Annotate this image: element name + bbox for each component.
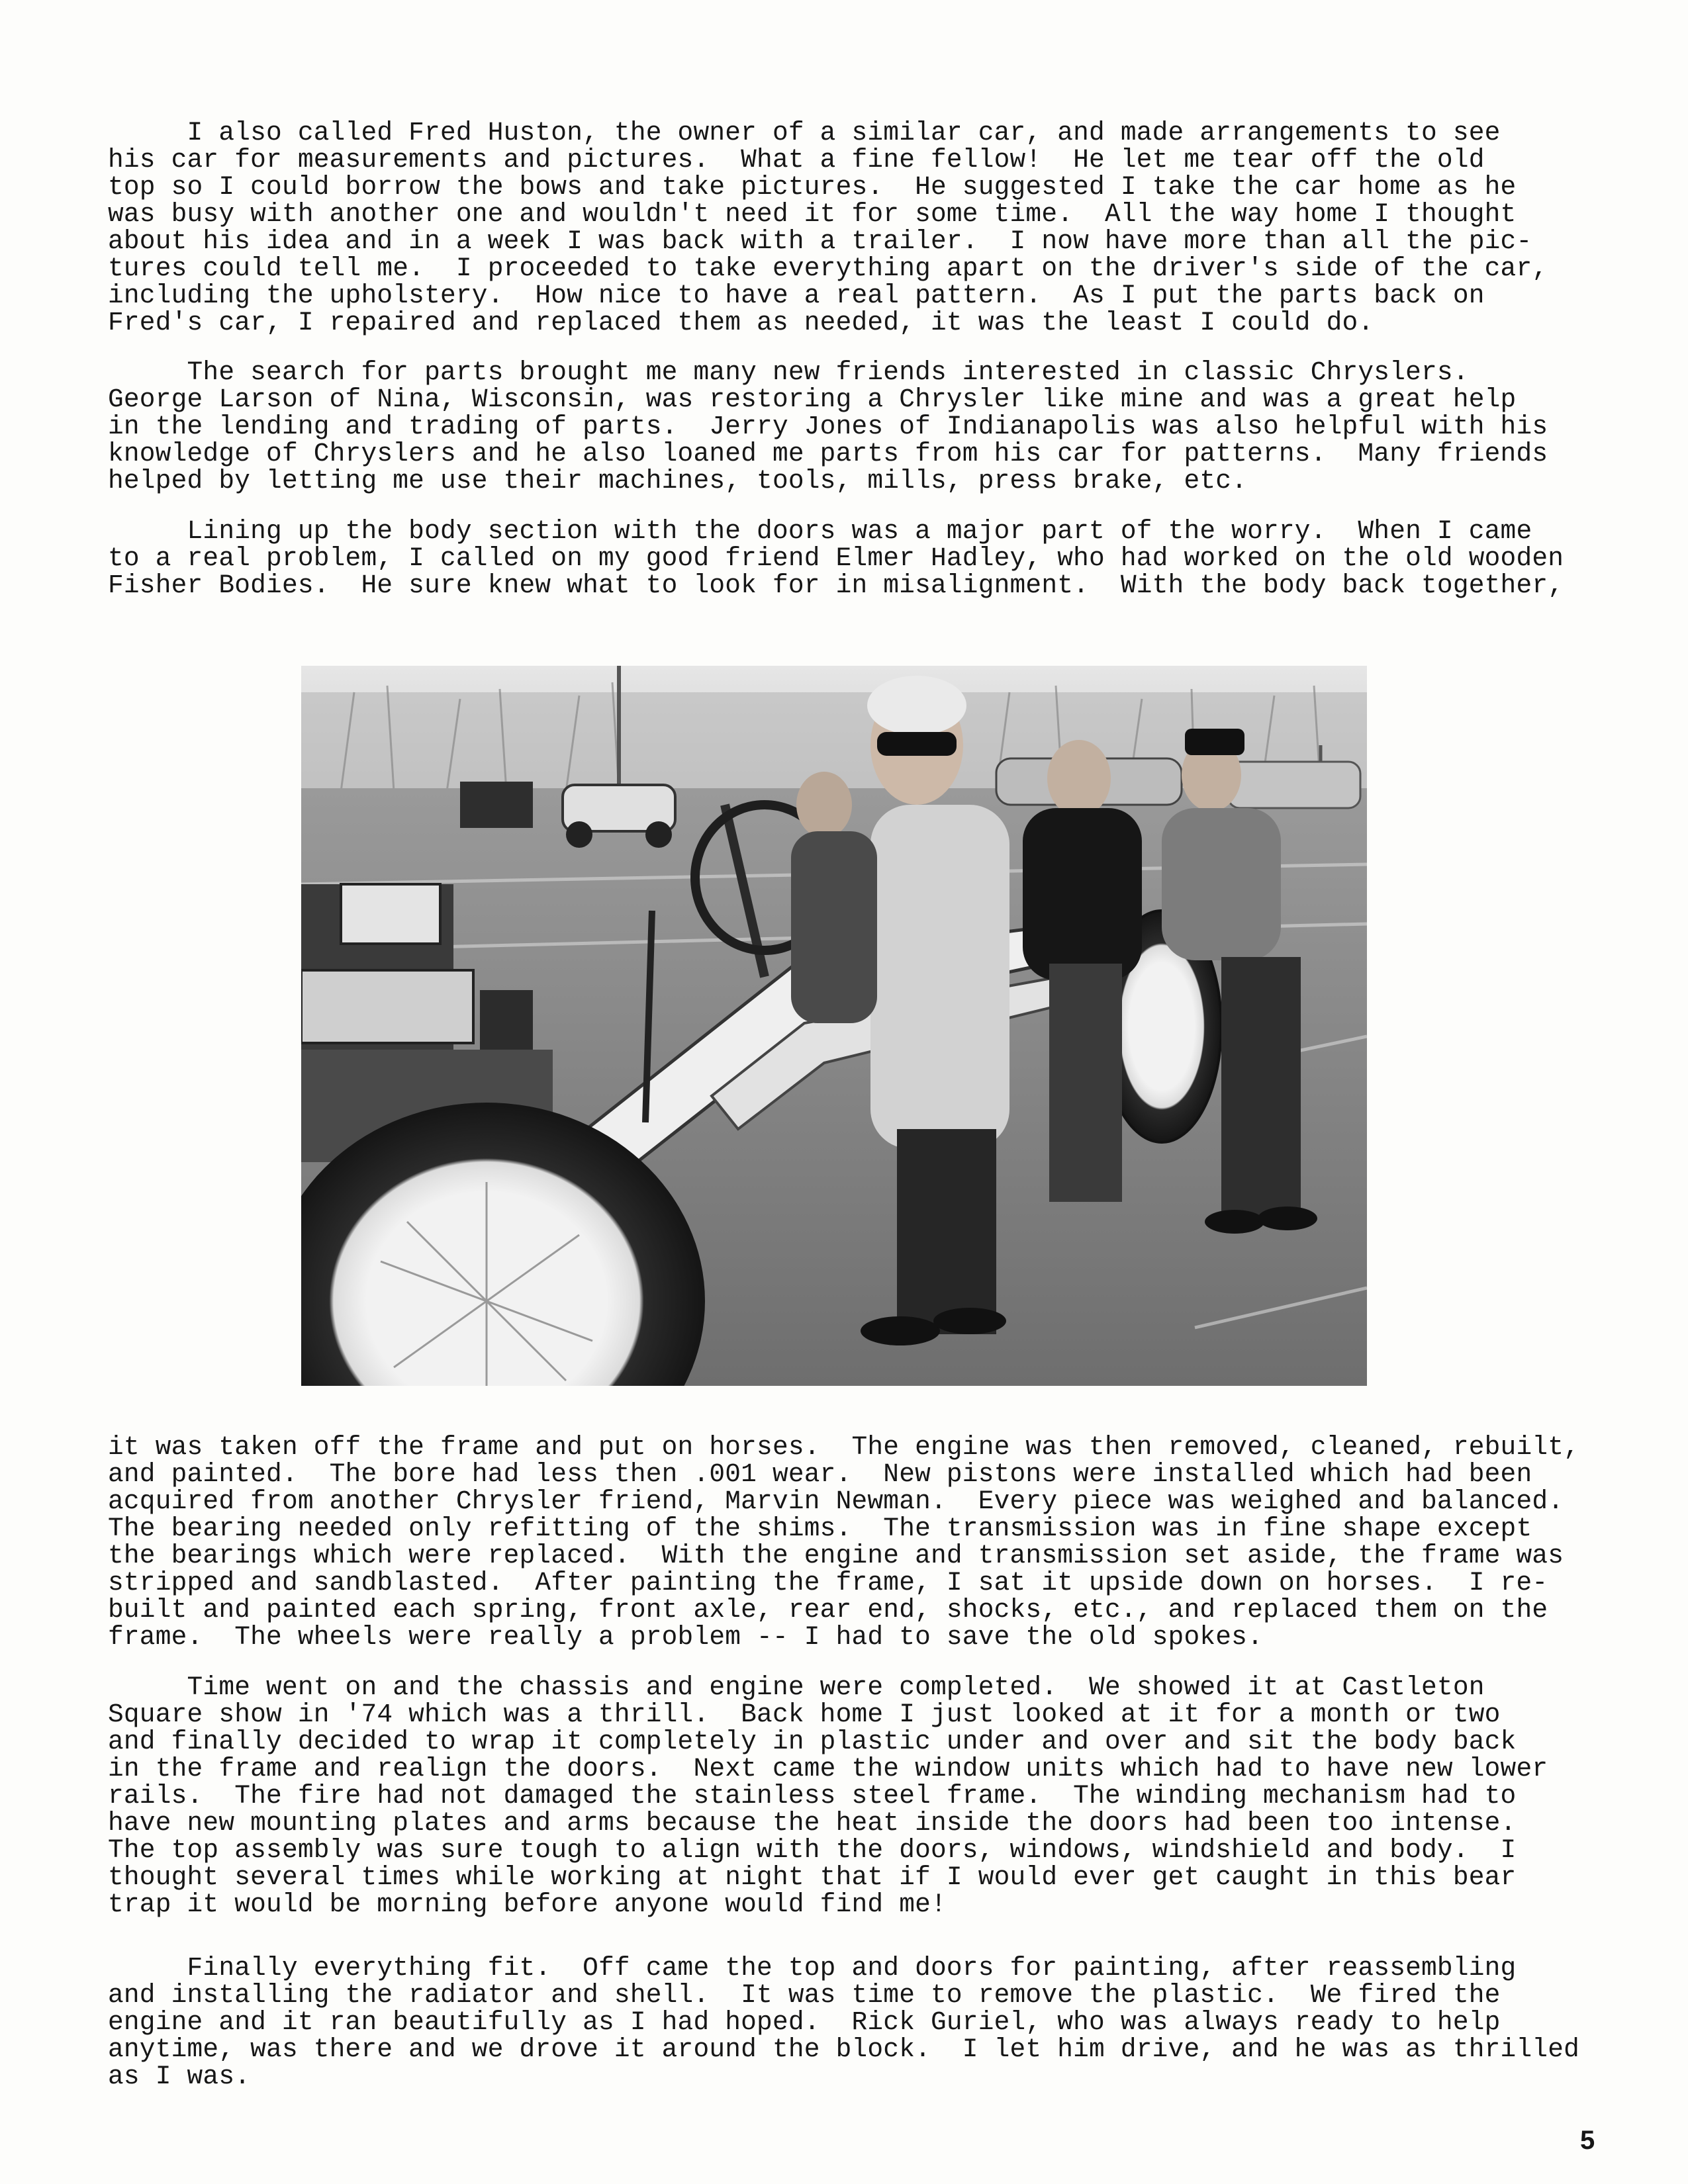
chassis-photo-illustration [301, 666, 1367, 1386]
paragraph-everything-fit: Finally everything fit. Off came the top and doors for painting, after reassembling and installing the radiator and shell. It was time to remove the plastic. We fired the engine and it ran beautifully as I had hoped. Rick Guriel, who was always ready to help anytime, was there and we drove it around the block. I let him drive, and he was as thrilled as I was. [108, 1953, 1580, 2091]
paragraph-fred-huston: I also called Fred Huston, the owner of a similar car, and made arrangements to see his car for measurements and pictures. What a fine fellow! He let me tear off the old top so I could borrow the bows and take pictures. He suggested I take the car home as he was busy with another one and wouldn't need it for some time. All the way home I thought about his idea and in a week I was back with a trailer. I now have more than all the pic- tures could tell me. I proceeded to take everything apart on the driver's side of the car, including the upholstery. How nice to have a real pattern. As I put the parts back on Fred's car, I repaired and replaced them as needed, it was the least I could do. [108, 118, 1548, 338]
paragraph-search-for-parts: The search for parts brought me many new friends interested in classic Chryslers. George Larson of Nina, Wisconsin, was restoring a Chrysler like mine and was a great help in the lending and trading of parts. Jerry Jones of Indianapolis was also helpful with his knowledge of Chryslers and he also loaned me parts from his car for patterns. Many friends helped by letting me use their machines, tools, mills, press brake, etc. [108, 357, 1548, 496]
paragraph-engine-rebuild: it was taken off the frame and put on horses. The engine was then removed, cleaned, rebuilt, and painted. The bore had less then .001 wear. New pistons were installed which had been acquired from another Chrysler friend, Marvin Newman. Every piece was weighed and balanced. The bearing needed only refitting of the shims. The transmission was in fine shape except the bearings which were replaced. With the engine and transmission set aside, the frame was stripped and sandblasted. After painting the frame, I sat it upside down on horses. I re- built and painted each spring, front axle, rear end, shocks, etc., and replaced them on the frame. The wheels were really a problem -- I had to save the old spokes. [108, 1432, 1580, 1652]
chassis-photo [301, 666, 1367, 1386]
paragraph-chassis-completed: Time went on and the chassis and engine were completed. We showed it at Castleton Square show in '74 which was a thrill. Back home I just looked at it for a month or two and finally decided to wrap it completely in plastic under and over and sit the body back in the frame and realign the doors. Next came the window units which had to have new lower rails. The fire had not damaged the stainless steel frame. The winding mechanism had to have new mounting plates and arms because the heat inside the doors had been too intense. The top assembly was sure tough to align with the doors, windows, windshield and body. I thought several times while working at night that if I would ever get caught in this bear trap it would be morning before anyone would find me! [108, 1672, 1548, 1919]
paragraph-lining-up-body: Lining up the body section with the doors was a major part of the worry. When I came to a real problem, I called on my good friend Elmer Hadley, who had worked on the old wooden Fisher Bodies. He sure knew what to look for in misalignment. With the body back together, [108, 516, 1564, 600]
page-number: 5 [1580, 2126, 1595, 2155]
